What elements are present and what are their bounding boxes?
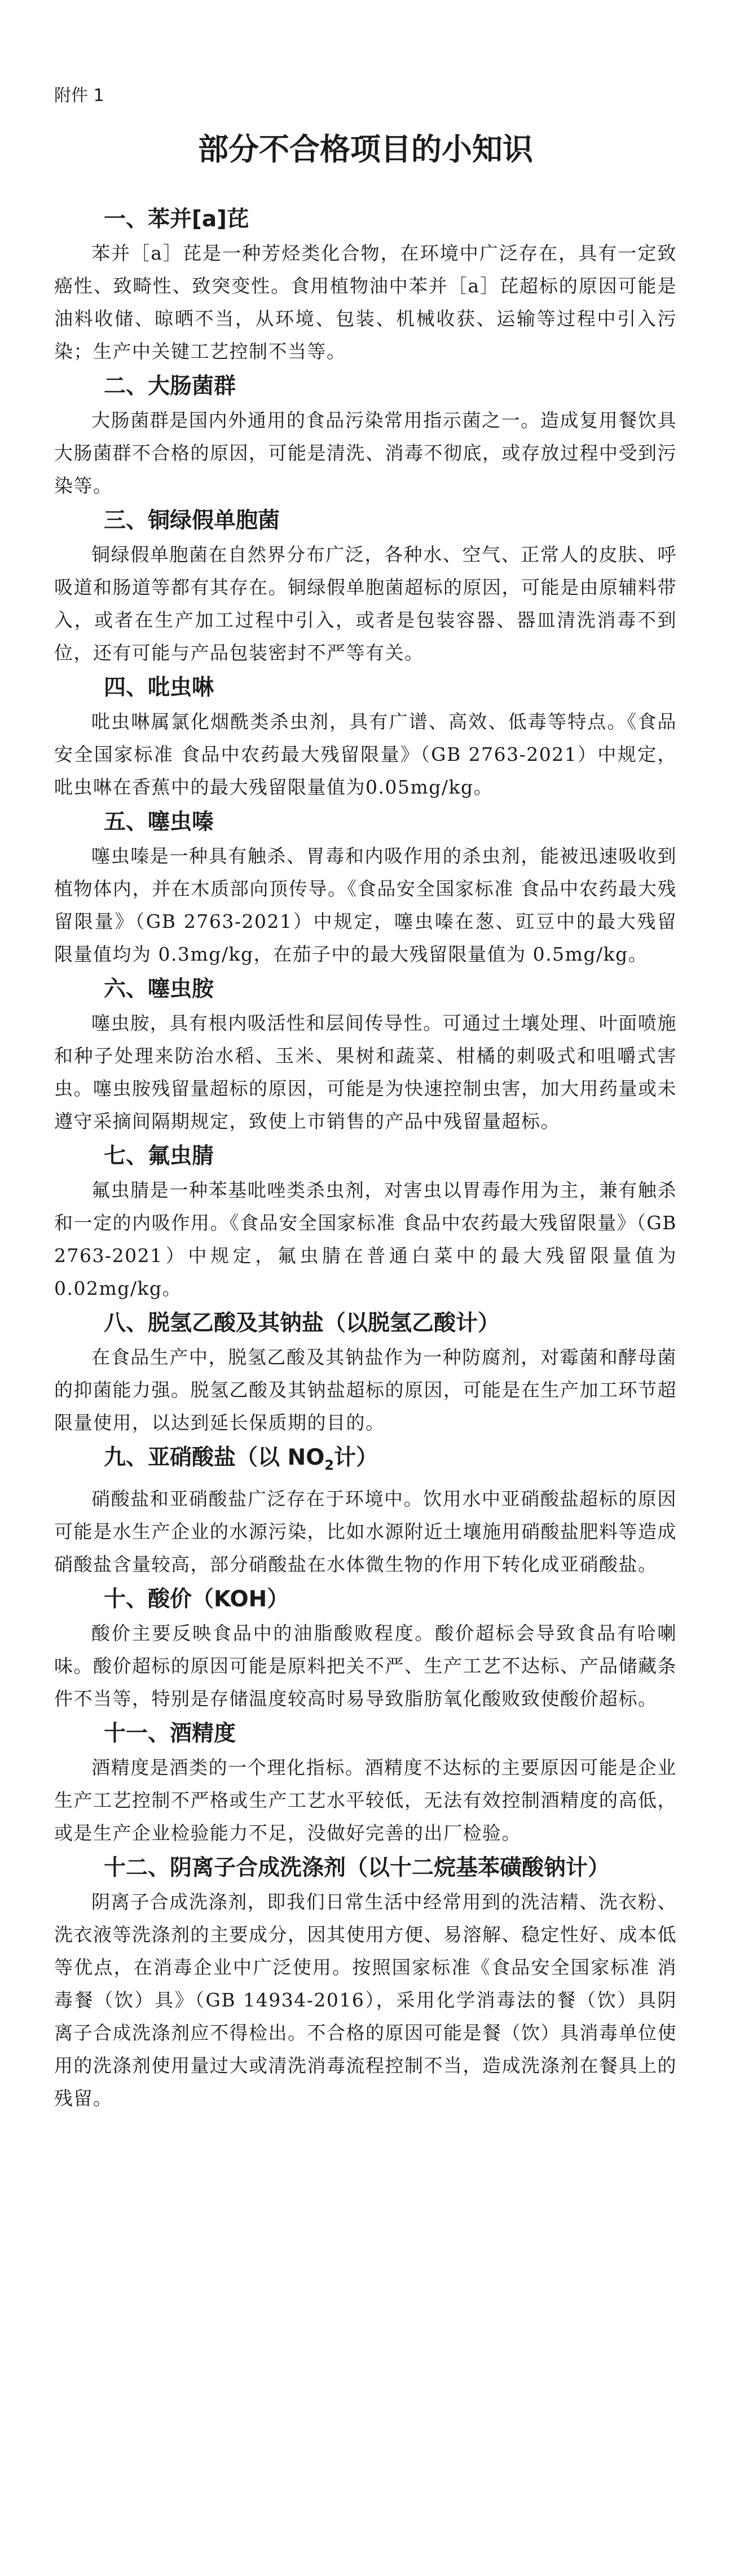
heading-main: 九、亚硝酸盐（以 NO bbox=[104, 1445, 325, 1470]
attachment-label: 附件 1 bbox=[54, 86, 104, 106]
section-heading bbox=[104, 1443, 677, 1480]
section-alcohol-content bbox=[54, 1719, 677, 1850]
section-coliforms bbox=[54, 371, 677, 502]
section-body: 噻虫嗪是一种具有触杀、胃毒和内吸作用的杀虫剂，能被迅速吸收到植物体内，并在木质部向顶传导。《食品安全国家标准 食品中农药最大残留限量》（GB 2763-2021）中规定，噻虫嗪在葱、豇豆中的最大残留限量值均为 0.3mg/kg，在茄子中的最大残留限量值为 0.5mg/kg。 bbox=[54, 845, 677, 965]
section-heading: 五、噻虫嗪 bbox=[104, 809, 214, 835]
page-title: 部分不合格项目的小知识 bbox=[198, 132, 533, 167]
section-body: 硝酸盐和亚硝酸盐广泛存在于环境中。饮用水中亚硝酸盐超标的原因可能是水生产企业的水源污染，比如水源附近土壤施用硝酸盐肥料等造成硝酸盐含量较高，部分硝酸盐在水体微生物的作用下转化成亚硝酸盐。 bbox=[54, 1487, 677, 1575]
section-body: 酒精度是酒类的一个理化指标。酒精度不达标的主要原因可能是企业生产工艺控制不严格或生产工艺水平较低，无法有效控制酒精度的高低，或是生产企业检验能力不足，没做好完善的出厂检验。 bbox=[54, 1756, 677, 1844]
section-body: 铜绿假单胞菌在自然界分布广泛，各种水、空气、正常人的皮肤、呼吸道和肠道等都有其存在。铜绿假单胞菌超标的原因，可能是由原辅料带入，或者在生产加工过程中引入，或者是包装容器、器皿清洗消毒不到位，还有可能与产品包装密封不严等有关。 bbox=[54, 544, 677, 664]
section-heading: 十、酸价（KOH） bbox=[104, 1586, 289, 1612]
section-heading: 六、噻虫胺 bbox=[104, 976, 214, 1002]
section-body: 吡虫啉属氯化烟酰类杀虫剂，具有广谱、高效、低毒等特点。《食品安全国家标准 食品中农药最大残留限量》（GB 2763-2021）中规定，吡虫啉在香蕉中的最大残留限量值为0.05mg/kg。 bbox=[54, 711, 677, 798]
section-heading: 四、吡虫啉 bbox=[104, 675, 214, 700]
section-body: 噻虫胺，具有根内吸活性和层间传导性。可通过土壤处理、叶面喷施和种子处理来防治水稻、玉米、果树和蔬菜、柑橘的刺吸式和咀嚼式害虫。噻虫胺残留量超标的原因，可能是为快速控制虫害，加大用药量或未遵守采摘间隔期规定，致使上市销售的产品中残留量超标。 bbox=[54, 1012, 677, 1132]
section-body: 氟虫腈是一种苯基吡唑类杀虫剂，对害虫以胃毒作用为主，兼有触杀和一定的内吸作用。《食品安全国家标准 食品中农药最大残留限量》（GB 2763-2021）中规定，氟虫腈在普通白菜中的最大残留限量值为 0.02mg/kg。 bbox=[54, 1179, 677, 1299]
section-body: 在食品生产中，脱氢乙酸及其钠盐作为一种防腐剂，对霉菌和酵母菌的抑菌能力强。脱氢乙酸及其钠盐超标的原因，可能是在生产加工环节超限量使用，以达到延长保质期的目的。 bbox=[54, 1346, 677, 1434]
section-heading: 八、脱氢乙酸及其钠盐（以脱氢乙酸计） bbox=[104, 1311, 500, 1336]
section-body: 酸价主要反映食品中的油脂酸败程度。酸价超标会导致食品有哈喇味。酸价超标的原因可能是原料把关不严、生产工艺不达标、产品储藏条件不当等，特别是存储温度较高时易导致脂肪氧化酸败致使酸价超标。 bbox=[54, 1622, 677, 1710]
section-clothianidin bbox=[54, 974, 677, 1138]
section-body: 阴离子合成洗涤剂，即我们日常生活中经常用到的洗洁精、洗衣粉、洗衣液等洗涤剂的主要成分，因其使用方便、易溶解、稳定性好、成本低等优点，在消毒企业中广泛使用。按照国家标准《食品安全国家标准 消毒餐（饮）具》（GB 14934-2016），采用化学消毒法的餐（饮）具阴离子合成洗涤剂应不得检出。不合格的原因可能是餐（饮）具消毒单位使用的洗涤剂使用量过大或清洗消毒流程控制不当，造成洗涤剂在餐具上的残留。 bbox=[54, 1890, 677, 2109]
section-body: 大肠菌群是国内外通用的食品污染常用指示菌之一。造成复用餐饮具大肠菌群不合格的原因，可能是清洗、消毒不彻底，或存放过程中受到污染等。 bbox=[54, 409, 677, 497]
heading-tail: 计） bbox=[334, 1445, 378, 1470]
section-acid-value bbox=[54, 1584, 677, 1715]
section-pseudomonas bbox=[54, 506, 677, 669]
heading-subscript: 2 bbox=[324, 1457, 334, 1473]
section-imidacloprid bbox=[54, 673, 677, 804]
section-body: 苯并［a］芘是一种芳烃类化合物，在环境中广泛存在，具有一定致癌性、致畸性、致突变性。食用植物油中苯并［a］芘超标的原因可能是油料收储、晾晒不当，从环境、包装、机械收获、运输等过程中引入污染；生产中关键工艺控制不当等。 bbox=[54, 242, 677, 362]
section-heading: 一、苯并[a]芘 bbox=[104, 207, 249, 232]
section-benzopyrene bbox=[54, 204, 677, 368]
section-heading: 十二、阴离子合成洗涤剂（以十二烷基苯磺酸钠计） bbox=[104, 1855, 610, 1881]
section-fipronil bbox=[54, 1141, 677, 1305]
section-heading: 十一、酒精度 bbox=[104, 1720, 236, 1746]
section-nitrite bbox=[54, 1443, 677, 1581]
section-thiamethoxam bbox=[54, 807, 677, 971]
section-heading: 二、大肠菌群 bbox=[104, 374, 236, 399]
section-heading: 七、氟虫腈 bbox=[104, 1144, 214, 1169]
section-dehydroacetic-acid bbox=[54, 1308, 677, 1439]
section-anionic-detergent bbox=[54, 1853, 677, 2115]
section-heading: 三、铜绿假单胞菌 bbox=[104, 508, 280, 533]
